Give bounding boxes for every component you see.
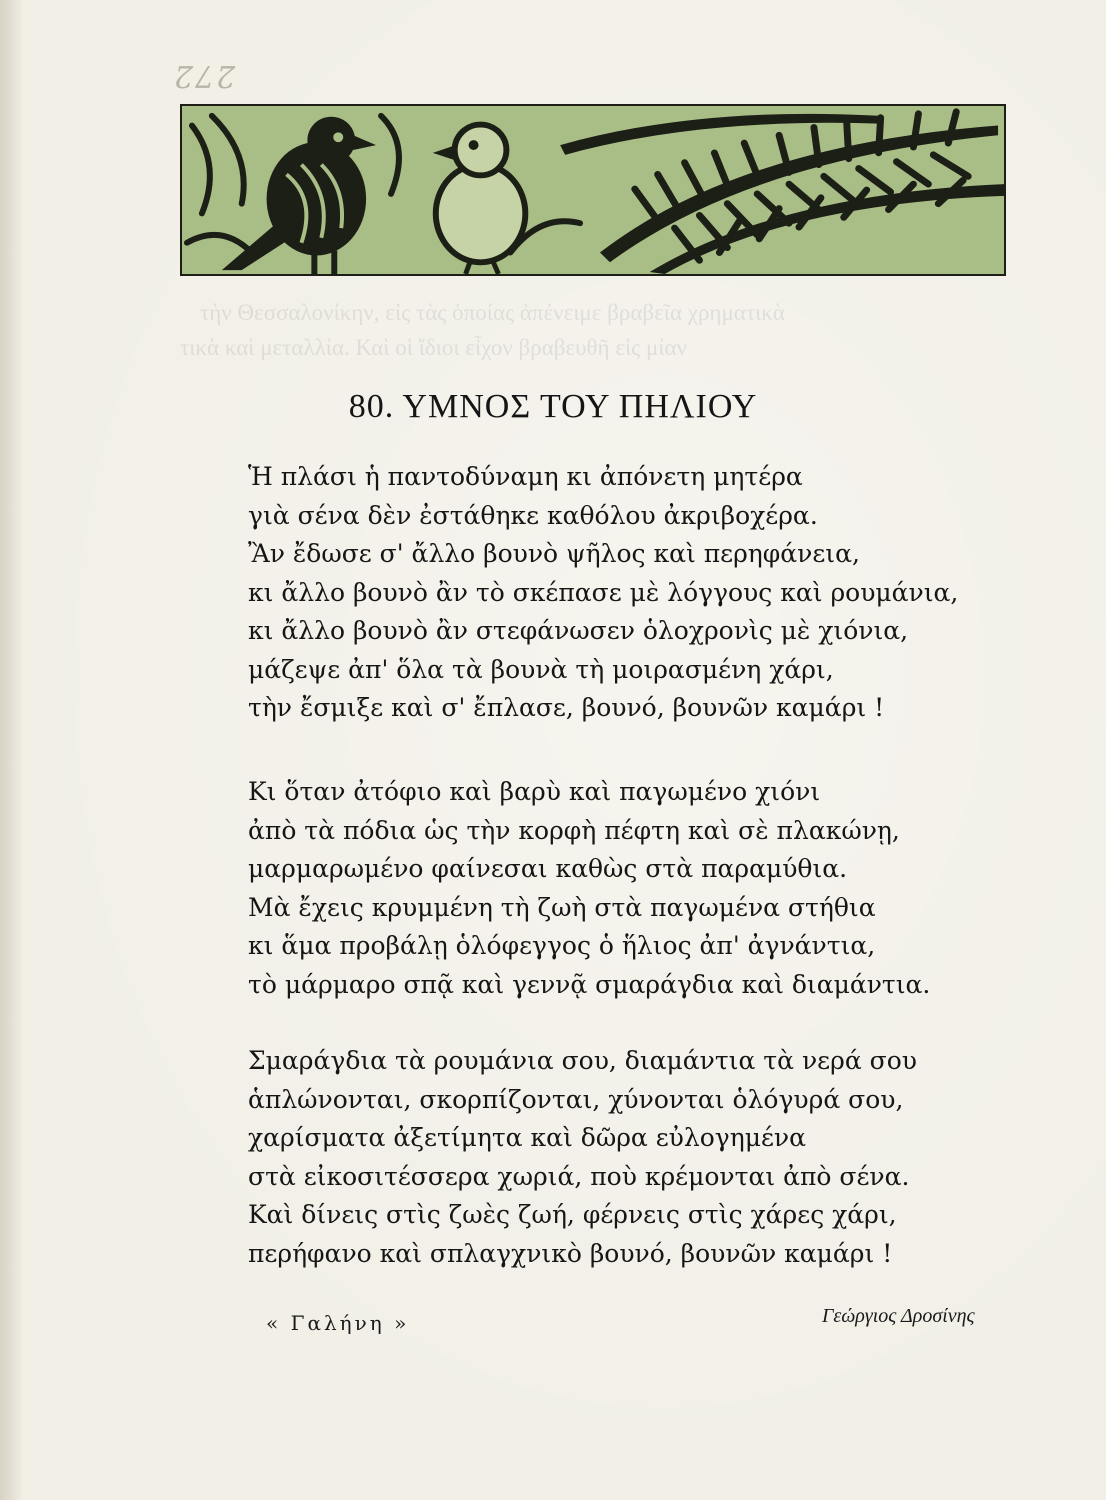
poem-line: κι ἅμα προβάλῃ ὁλόφεγγος ὁ ἥλιος ἀπ' ἀγνάντια,	[248, 931, 876, 960]
poem-line: γιὰ σένα δὲν ἐστάθηκε καθόλου ἀκριβοχέρα.	[248, 500, 818, 530]
poem-line: τὸ μάρμαρο σπᾷ καὶ γεννᾷ σμαράγδια καὶ διαμάντια.	[248, 969, 931, 999]
poem-title: 80. ΥΜΝΟΣ ΤΟΥ ΠΗΛΙΟΥ	[348, 388, 758, 425]
poem-line: μαρμαρωμένο φαίνεσαι καθὼς στὰ παραμύθια.	[248, 854, 848, 883]
poem-line: τὴν ἔσμιξε καὶ σ' ἔπλασε, βουνό, βουνῶν καμάρι !	[248, 693, 885, 722]
poem-line: χαρίσματα ἀξετίμητα καὶ δῶρα εὐλογημένα	[248, 1123, 806, 1152]
poem-line: κι ἄλλο βουνὸ ἂν τὸ σκέπασε μὲ λόγγους καὶ ρουμάνια,	[248, 577, 959, 607]
poem-line: ἁπλώνονται, σκορπίζονται, χύνονται ὁλόγυρά σου,	[248, 1084, 904, 1114]
poem-line: Μὰ ἔχεις κρυμμένη τὴ ζωὴ στὰ παγωμένα στήθια	[248, 892, 876, 922]
poem-author: Γεώργιος Δροσίνης	[822, 1305, 975, 1327]
poem-line: Σμαράγδια τὰ ρουμάνια σου, διαμάντια τὰ νερά σου	[248, 1046, 917, 1075]
page-binding-edge	[0, 0, 22, 1500]
poem-line: μάζεψε ἀπ' ὅλα τὰ βουνὰ τὴ μοιρασμένη χάρι,	[248, 654, 834, 684]
poem-line: Καὶ δίνεις στὶς ζωὲς ζωή, φέρνεις στὶς χάρες χάρι,	[248, 1200, 897, 1229]
stanza-2	[248, 773, 930, 1004]
woodcut-illustration	[182, 106, 1004, 274]
bleed-through-text: τικὰ καὶ μεταλλία. Καὶ οἱ ἴδιοι εἶχον βραβευθῆ εἰς μίαν	[180, 335, 687, 360]
poem-line: ἀπὸ τὰ πόδια ὡς τὴν κορφὴ πέφτη καὶ σὲ πλακώνῃ,	[248, 815, 900, 845]
stanza-1	[248, 458, 958, 728]
poem-line: Ἂν ἔδωσε σ' ἄλλο βουνὸ ψῆλος καὶ περηφάνεια,	[248, 539, 860, 568]
poem-line: Ἡ πλάσι ἡ παντοδύναμη κι ἀπόνετη μητέρα	[248, 462, 803, 491]
poem-source: « Γαλήνη »	[266, 1311, 410, 1335]
poem-line: Κι ὅταν ἀτόφιο καὶ βαρὺ καὶ παγωμένο χιόνι	[248, 777, 821, 806]
decorative-woodcut-banner	[180, 104, 1006, 276]
poem-line: κι ἄλλο βουνὸ ἂν στεφάνωσεν ὁλοχρονὶς μὲ χιόνια,	[248, 616, 909, 645]
bleed-through-text: τὴν Θεσσαλονίκην, εἰς τὰς ὁποίας ἀπένειμε βραβεῖα χρηματικὰ	[200, 300, 785, 325]
poem-line: στὰ εἰκοσιτέσσερα χωριά, ποὺ κρέμονται ἀπὸ σένα.	[248, 1161, 910, 1191]
poem-line: περήφανο καὶ σπλαγχνικὸ βουνό, βουνῶν καμάρι !	[248, 1238, 893, 1268]
page-number: 272	[172, 58, 236, 93]
stanza-3	[248, 1042, 917, 1273]
